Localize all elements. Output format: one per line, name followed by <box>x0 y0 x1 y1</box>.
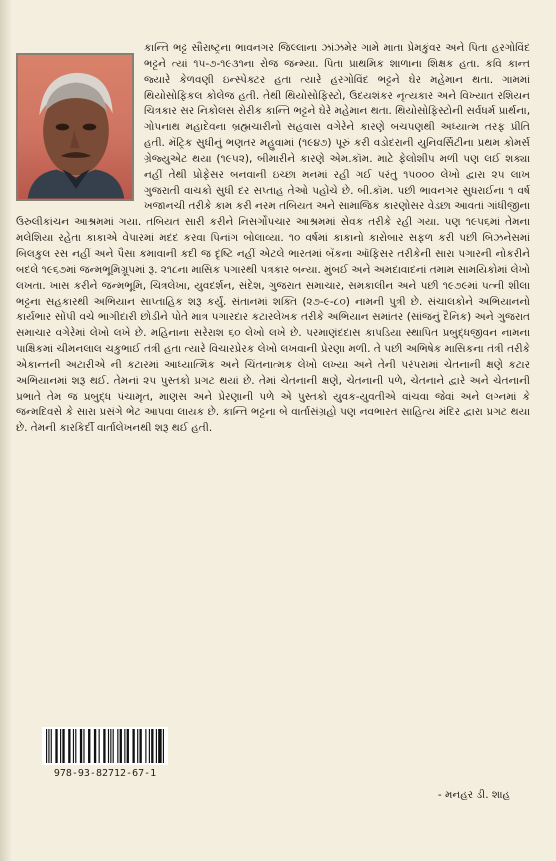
barcode-bar <box>55 729 57 763</box>
barcode-bar <box>94 729 96 763</box>
isbn-barcode <box>42 727 168 765</box>
barcode-bar <box>127 729 129 763</box>
barcode-bar <box>48 729 49 763</box>
barcode-bar <box>151 729 153 763</box>
barcode-bar <box>120 729 122 763</box>
barcode-bar <box>132 729 134 763</box>
barcode-bar <box>88 729 90 763</box>
barcode-bar <box>117 729 118 763</box>
barcode-bar <box>99 729 100 763</box>
barcode-bar <box>108 729 109 763</box>
barcode-bar <box>60 729 61 763</box>
barcode-bar <box>163 729 164 763</box>
bio-text: કાન્તિ ભટ્ટ સૌરાષ્ટ્રના ભાવનગર જિલ્લાના ઝાંઝમેર ગામે માતા પ્રેમકુંવર અને પિતા હરગોવિંદ ભટ્ટને ત્યાં ૧૫-૭-૧૯૩૧ના રોજ જન્મ્યા. પિતા પ્રાથમિક શાળાના શિક્ષક હતા. કવિ કાન્ત જ્યારે કેળવણી ઇન્સ્પેક્ટર હતા ત્યારે હરગોવિંદ ભટ્ટને ઘેર મહેમાન થતા. ગામમાં થિયોસોફિકલ કોલેજ હતી. તેથી થિયોસોફિસ્ટો, ઉદયશંકર નૃત્યકાર અને વિખ્યાત રશિયન ચિત્રકાર સર નિકોલસ રોરીક કાન્તિ ભટ્ટને ઘેરે મહેમાન થતા. થિયોસોફિસ્ટોની સર્વધર્મ પ્રાર્થના, ગોપનાથ મહાદેવના બ્રહ્મચારીનો સહવાસ વગેરેને કારણે બચપણથી અધ્યાત્મ તરફ પ્રીતિ હતી. મૅટ્રિક સુધીનું ભણતર મહુવામાં (૧૯૪૭) પૂરું કરી વડોદરાની યુનિવર્સિટીના પ્રથમ કોમર્સ ગ્રેજ્યુએટ થયા (૧૯૫૨), બીમારીને કારણે એમ.કૉમ. માટે ફેલોશીપ મળી પણ લઈ શક્યા નહીં તેથી પ્રોફેસર બનવાની ઇચ્છા મનમાં રહી ગઈ પરંતુ ૧૫૦૦૦ લેખો દ્વારા ૨૫ લાખ ગુજરાતી વાચકો સુધી દર સપ્તાહ તેઓ પહોંચે છે. બી.કૉમ. પછી ભાવનગર સુધરાઈના ૧ વર્ષ ખજાનચી તરીકે કામ કરી નરમ તબિયત અને સામાજિક કારણોસર વેડછા આવતાં ગાંધીજીના ઉરુલીકાંચન આશ્રમમાં ગયા. તબિયત સારી કરીને નિસર્ગોપચાર આશ્રમમાં સેવક તરીકે રહી ગયા. પણ ૧૯૫૬માં તેમના મલેશિયા રહેતા કાકાએ વેપારમાં મદદ કરવા પિનાંગ બોલાવ્યા. ૧૦ વર્ષમાં કાકાનો કારોબાર સફળ કરી પછી બિઝનેસમાં બિલકુલ રસ નહીં અને પૈસા કમાવાની કદી જ દૃષ્ટિ નહીં એટલે ભારતમાં બૅંકના ઑફિસર તરીકેની સારા પગારની નોકરીને બદલે ૧૯૬૭માં જન્મભૂમિગ્રૂપમાં રૂ. ૨૧૮ના માસિક પગારથી પત્રકાર બન્યા. મુંબઈ અને અમદાવાદનાં તમામ સામયિકોમાં લેખો લખતા. ખાસ કરીને જન્મભૂમિ, ચિત્રલેખા, યુવદર્શન, સંદેશ, ગુજરાત સમાચાર, સમકાલીન અને પછી ૧૯૭૯માં પત્ની શીલા ભટ્ટના સહકારથી અભિયાન સાપ્તાહિક શરૂ કર્યું. સંતાનમાં શક્તિ (૨૭-૯-૮૦) નામની પુત્રી છે. સંચાલકોને અભિયાનનો કાર્યભાર સોંપી વચે ભાગીદારી છોડીને પોતે માત્ર પગારદાર કટારલેખક તરીકે અભિયાન સમાંતર (સાંજનું દૈનિક) અને ગુજરાત સમાચાર વગેરેમાં લેખો લખે છે. મહિનાના સરેરાશ ૬૦ લેખો લખે છે. પરમાણંદદાસ કાપડિયા સ્થાપિત પ્રબુદ્ધજીવન નામના પાક્ષિકમાં ચીમનલાલ ચકુભાઈ તંત્રી હતા ત્યારે વિચારપ્રેરક લેખો લખવાની પ્રેરણા મળી. તે પછી અભિષેક માસિકના તંત્રી તરીકે એકાન્તની અટારીએ ની કટારમાં આધ્યાત્મિક અને ચિંતનાત્મક લેખો લખ્યા અને તેની પરંપરામાં ચેતનાની ક્ષણે કટાર અભિયાનમાં શરૂ થઈ. તેમનાં ૨૫ પુસ્તકો પ્રગટ થયાં છે. તેમાં ચેતનાની ક્ષણે, ચેતનાની પળે, ચેતનાને દ્વારે અને ચેતનાની પ્રભાતે તેમ જ પ્રબુદ્ધ પંચામૃત, માણસ અને પ્રેરણાની પળે એ પુસ્તકો યુવક-યુવતીએ વાંચવા જેવાં અને લગ્નમાં કે જન્મદિવસે કે સારા પ્રસંગે ભેટ આપવા લાયક છે. કાન્તિ ભટ્ટના બે વાર્તાસંગ્રહો પણ નવભારત સાહિત્ય મંદિર દ્વારા પ્રગટ થયા છે. તેમની કારકિર્દી વાર્તાલેખનથી શરૂ થઈ હતી. <box>16 41 531 435</box>
barcode-bar <box>149 729 150 763</box>
barcode-bar <box>83 729 84 763</box>
barcode-bar <box>62 729 64 763</box>
barcode-bar <box>75 729 76 763</box>
barcode-bars <box>46 729 164 763</box>
barcode-bar <box>139 729 141 763</box>
barcode-bar <box>160 729 161 763</box>
signature: - મનહર ડી. શાહ <box>437 789 510 801</box>
author-photo <box>16 53 134 201</box>
barcode-bar <box>103 729 105 763</box>
barcode-bar <box>113 729 114 763</box>
barcode-bar <box>68 729 70 763</box>
barcode-bar <box>158 729 160 763</box>
barcode-bar <box>73 729 74 763</box>
isbn-number: 978-93-82712-67-1 <box>53 768 157 779</box>
barcode-bar <box>145 729 146 763</box>
barcode-bar <box>156 729 157 763</box>
barcode-bar <box>46 729 47 763</box>
barcode-bar <box>110 729 111 763</box>
spine-shadow <box>0 0 12 861</box>
author-portrait-image <box>18 55 132 199</box>
barcode-bar <box>51 729 52 763</box>
barcode-bar <box>124 729 125 763</box>
barcode-bar <box>137 729 138 763</box>
barcode-bar <box>80 729 82 763</box>
